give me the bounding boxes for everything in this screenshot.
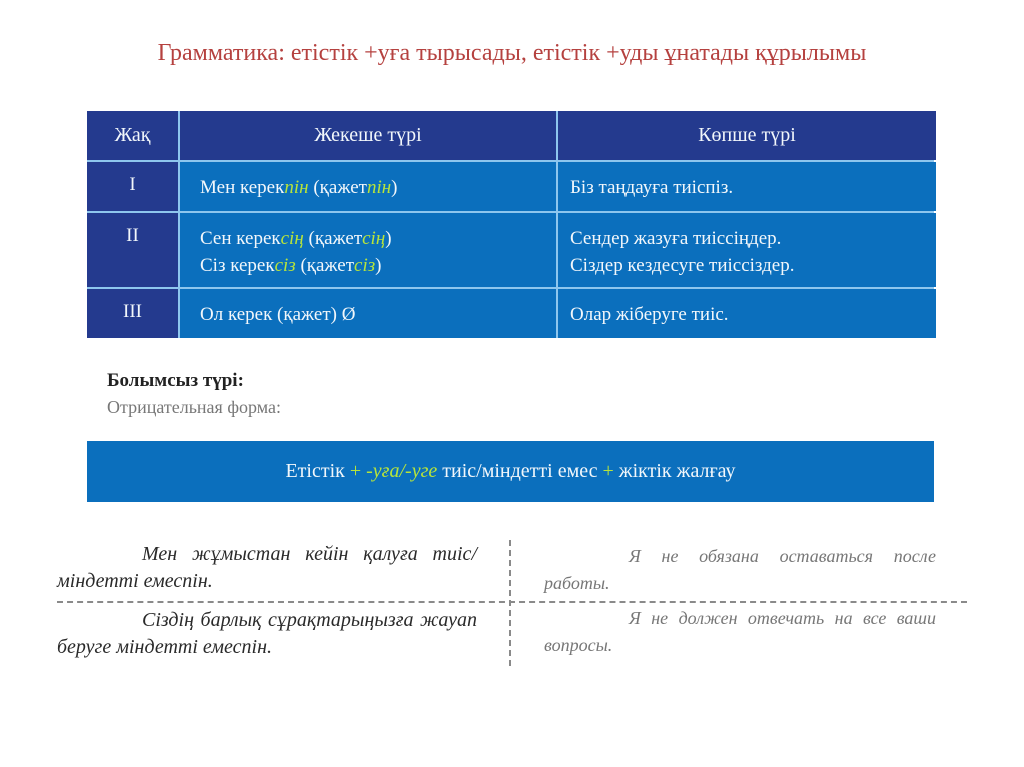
person-1: I (87, 162, 178, 211)
suffix-highlight: сің (280, 228, 304, 249)
example-kz-1 (57, 541, 477, 595)
plural-2 (558, 213, 936, 287)
text: ) (375, 255, 382, 276)
header-singular: Жекеше түрі (180, 111, 556, 160)
suffix-highlight: сің (362, 228, 386, 249)
example-text: Я не должен отвечать на все ваши вопросы. (544, 608, 936, 655)
plural-line: Сендер жазуға тиіссіңдер. (570, 228, 782, 249)
example-text: Я не обязана оставаться после работы. (544, 546, 936, 593)
header-plural: Көпше түрі (558, 111, 936, 160)
formula-suffix: -уға/-уге (366, 460, 438, 482)
header-person: Жақ (87, 111, 178, 160)
plural-1: Біз таңдауға тиіспіз. (558, 162, 936, 211)
suffix-highlight: сіз (274, 255, 296, 276)
text: (қажет (295, 255, 355, 276)
plural-line: Сіздер кездесуге тиіссіздер. (570, 255, 795, 276)
text: (қажет (303, 228, 363, 249)
example-text: Сіздің барлық сұрақтарыңызға жауап беруге міндетті емеспін. (57, 609, 477, 658)
text: ) (391, 177, 398, 198)
text: (қажет (308, 177, 367, 198)
example-ru-1 (544, 543, 936, 597)
formula-ending: жіктік жалғау (618, 460, 736, 482)
singular-line (200, 252, 556, 279)
example-kz-2 (57, 607, 477, 661)
plus-sign: + (344, 460, 367, 482)
text: ) (385, 228, 392, 249)
plural-3: Олар жіберуге тиіс. (558, 289, 936, 338)
text: Сен керек (200, 228, 281, 249)
text: Мен керек (200, 177, 285, 198)
conjugation-table (87, 111, 934, 338)
example-text: Мен жұмыстан кейін қалуға тиіс/міндетті емеспін. (57, 543, 477, 592)
formula-verb: Етістік (285, 460, 345, 482)
dashed-divider-vertical (509, 540, 511, 666)
singular-line (200, 225, 556, 252)
singular-2 (180, 213, 556, 287)
person-2: II (87, 213, 178, 287)
suffix-highlight: сіз (354, 255, 376, 276)
text: Сіз керек (200, 255, 275, 276)
slide-title: Грамматика: етістік +уға тырысады, етістік +уды ұнатады құрылымы (157, 40, 867, 66)
person-3: III (87, 289, 178, 338)
formula-banner (87, 441, 934, 502)
negative-form-subtitle: Отрицательная форма: (107, 397, 281, 417)
singular-3: Ол керек (қажет) Ø (180, 289, 556, 338)
suffix-highlight: пін (366, 177, 392, 198)
example-ru-2 (544, 605, 936, 659)
plus-sign: + (597, 460, 619, 482)
dashed-divider-horizontal (57, 601, 967, 603)
formula-modal: тиіс/міндетті емес (437, 460, 598, 482)
negative-form-title: Болымсыз түрі: (107, 370, 244, 391)
singular-1 (180, 162, 556, 211)
suffix-highlight: пін (284, 177, 309, 198)
